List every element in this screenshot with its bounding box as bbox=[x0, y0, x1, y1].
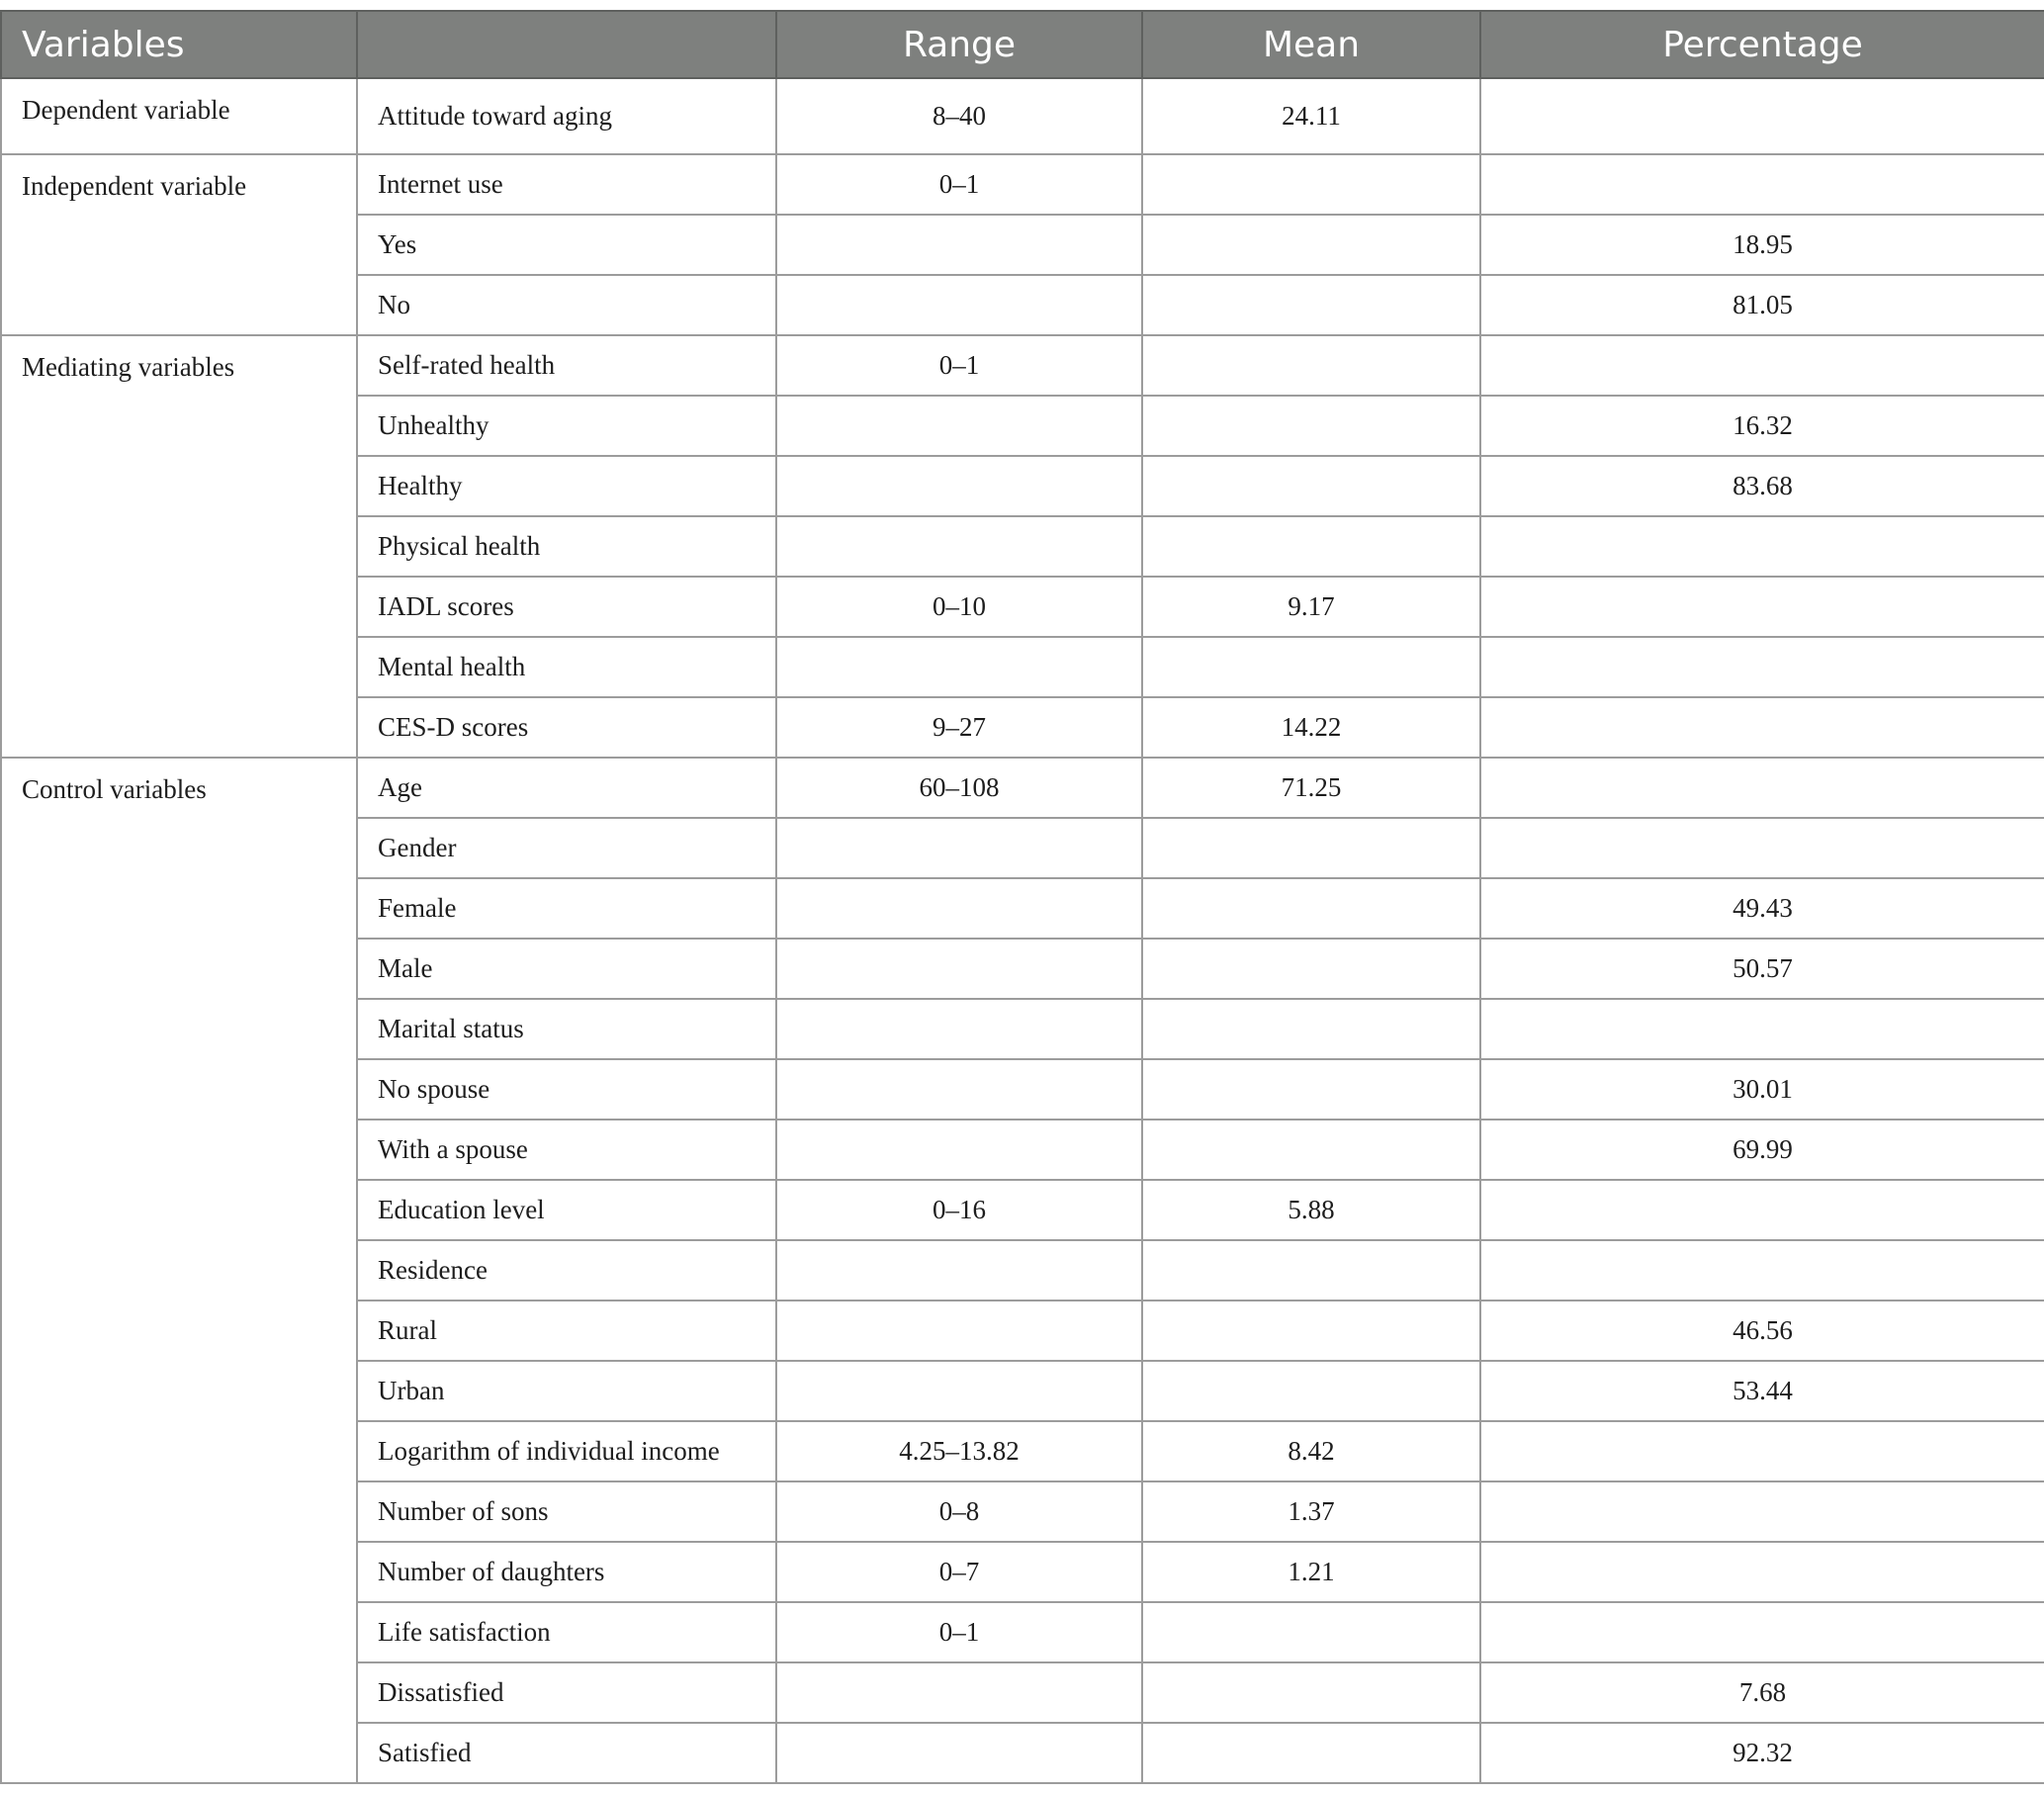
mean-cell bbox=[1142, 1120, 1480, 1180]
mean-cell: 1.37 bbox=[1142, 1481, 1480, 1542]
percentage-cell bbox=[1480, 1421, 2044, 1481]
category-cell: Control variables bbox=[1, 758, 357, 1783]
header-variables: Variables bbox=[1, 11, 357, 78]
percentage-cell bbox=[1480, 335, 2044, 396]
variable-cell: Unhealthy bbox=[357, 396, 776, 456]
range-cell: 0–1 bbox=[776, 1602, 1142, 1662]
percentage-cell: 83.68 bbox=[1480, 456, 2044, 516]
percentage-cell: 16.32 bbox=[1480, 396, 2044, 456]
range-cell bbox=[776, 456, 1142, 516]
table-row bbox=[1, 154, 2044, 215]
range-cell bbox=[776, 516, 1142, 577]
variable-cell: No bbox=[357, 275, 776, 335]
range-cell: 0–8 bbox=[776, 1481, 1142, 1542]
mean-cell bbox=[1142, 1602, 1480, 1662]
percentage-cell: 46.56 bbox=[1480, 1301, 2044, 1361]
range-cell: 4.25–13.82 bbox=[776, 1421, 1142, 1481]
mean-cell bbox=[1142, 335, 1480, 396]
mean-cell bbox=[1142, 154, 1480, 215]
percentage-cell bbox=[1480, 999, 2044, 1059]
variable-cell: Logarithm of individual income bbox=[357, 1421, 776, 1481]
percentage-cell bbox=[1480, 1602, 2044, 1662]
range-cell bbox=[776, 215, 1142, 275]
range-cell bbox=[776, 878, 1142, 939]
mean-cell bbox=[1142, 1240, 1480, 1301]
percentage-cell: 18.95 bbox=[1480, 215, 2044, 275]
percentage-cell: 7.68 bbox=[1480, 1662, 2044, 1723]
percentage-cell bbox=[1480, 516, 2044, 577]
range-cell bbox=[776, 1662, 1142, 1723]
variable-cell: With a spouse bbox=[357, 1120, 776, 1180]
percentage-cell bbox=[1480, 637, 2044, 697]
mean-cell: 9.17 bbox=[1142, 577, 1480, 637]
range-cell: 8–40 bbox=[776, 78, 1142, 154]
header-range: Range bbox=[776, 11, 1142, 78]
range-cell bbox=[776, 1059, 1142, 1120]
variable-cell: Urban bbox=[357, 1361, 776, 1421]
range-cell: 0–10 bbox=[776, 577, 1142, 637]
percentage-cell bbox=[1480, 577, 2044, 637]
range-cell: 9–27 bbox=[776, 697, 1142, 758]
variable-cell: CES-D scores bbox=[357, 697, 776, 758]
mean-cell bbox=[1142, 1059, 1480, 1120]
percentage-cell bbox=[1480, 1542, 2044, 1602]
mean-cell bbox=[1142, 275, 1480, 335]
range-cell bbox=[776, 1120, 1142, 1180]
percentage-cell: 69.99 bbox=[1480, 1120, 2044, 1180]
mean-cell bbox=[1142, 456, 1480, 516]
mean-cell: 24.11 bbox=[1142, 78, 1480, 154]
variable-cell: Internet use bbox=[357, 154, 776, 215]
mean-cell bbox=[1142, 215, 1480, 275]
variable-cell: Male bbox=[357, 939, 776, 999]
mean-cell bbox=[1142, 818, 1480, 878]
mean-cell bbox=[1142, 1662, 1480, 1723]
percentage-cell bbox=[1480, 1240, 2044, 1301]
range-cell bbox=[776, 818, 1142, 878]
variable-cell: Education level bbox=[357, 1180, 776, 1240]
mean-cell bbox=[1142, 939, 1480, 999]
variable-cell: Attitude toward aging bbox=[357, 78, 776, 154]
range-cell bbox=[776, 939, 1142, 999]
variable-cell: Yes bbox=[357, 215, 776, 275]
percentage-cell: 30.01 bbox=[1480, 1059, 2044, 1120]
variable-cell: Satisfied bbox=[357, 1723, 776, 1783]
mean-cell: 5.88 bbox=[1142, 1180, 1480, 1240]
variable-cell: Gender bbox=[357, 818, 776, 878]
percentage-cell bbox=[1480, 154, 2044, 215]
mean-cell bbox=[1142, 878, 1480, 939]
percentage-cell bbox=[1480, 1180, 2044, 1240]
range-cell bbox=[776, 396, 1142, 456]
variable-cell: Life satisfaction bbox=[357, 1602, 776, 1662]
category-cell: Mediating variables bbox=[1, 335, 357, 758]
percentage-cell: 92.32 bbox=[1480, 1723, 2044, 1783]
mean-cell: 71.25 bbox=[1142, 758, 1480, 818]
percentage-cell: 49.43 bbox=[1480, 878, 2044, 939]
range-cell: 0–7 bbox=[776, 1542, 1142, 1602]
variable-cell: Self-rated health bbox=[357, 335, 776, 396]
range-cell: 0–16 bbox=[776, 1180, 1142, 1240]
mean-cell bbox=[1142, 1723, 1480, 1783]
variable-cell: Number of sons bbox=[357, 1481, 776, 1542]
range-cell bbox=[776, 637, 1142, 697]
variable-cell: No spouse bbox=[357, 1059, 776, 1120]
mean-cell: 14.22 bbox=[1142, 697, 1480, 758]
percentage-cell bbox=[1480, 818, 2044, 878]
range-cell bbox=[776, 275, 1142, 335]
header-row bbox=[1, 11, 2044, 78]
header-percentage: Percentage bbox=[1480, 11, 2044, 78]
variable-cell: Rural bbox=[357, 1301, 776, 1361]
variable-cell: Healthy bbox=[357, 456, 776, 516]
header-variable-name bbox=[357, 11, 776, 78]
variable-cell: Mental health bbox=[357, 637, 776, 697]
mean-cell: 1.21 bbox=[1142, 1542, 1480, 1602]
percentage-cell bbox=[1480, 758, 2044, 818]
range-cell: 0–1 bbox=[776, 154, 1142, 215]
mean-cell bbox=[1142, 516, 1480, 577]
variable-cell: Residence bbox=[357, 1240, 776, 1301]
mean-cell bbox=[1142, 1301, 1480, 1361]
variable-cell: Age bbox=[357, 758, 776, 818]
variable-cell: Female bbox=[357, 878, 776, 939]
mean-cell bbox=[1142, 1361, 1480, 1421]
range-cell: 60–108 bbox=[776, 758, 1142, 818]
percentage-cell: 53.44 bbox=[1480, 1361, 2044, 1421]
table-row bbox=[1, 335, 2044, 396]
table-row bbox=[1, 758, 2044, 818]
percentage-cell bbox=[1480, 1481, 2044, 1542]
category-cell: Independent variable bbox=[1, 154, 357, 335]
variable-cell: Dissatisfied bbox=[357, 1662, 776, 1723]
percentage-cell: 50.57 bbox=[1480, 939, 2044, 999]
category-cell: Dependent variable bbox=[1, 78, 357, 154]
table-row bbox=[1, 78, 2044, 154]
variable-cell: Number of daughters bbox=[357, 1542, 776, 1602]
mean-cell bbox=[1142, 999, 1480, 1059]
range-cell bbox=[776, 1240, 1142, 1301]
mean-cell: 8.42 bbox=[1142, 1421, 1480, 1481]
variable-cell: Physical health bbox=[357, 516, 776, 577]
range-cell bbox=[776, 1301, 1142, 1361]
range-cell bbox=[776, 999, 1142, 1059]
percentage-cell: 81.05 bbox=[1480, 275, 2044, 335]
mean-cell bbox=[1142, 637, 1480, 697]
range-cell bbox=[776, 1723, 1142, 1783]
variable-cell: IADL scores bbox=[357, 577, 776, 637]
header-mean: Mean bbox=[1142, 11, 1480, 78]
percentage-cell bbox=[1480, 697, 2044, 758]
variable-cell: Marital status bbox=[357, 999, 776, 1059]
table-body bbox=[1, 78, 2044, 1783]
range-cell bbox=[776, 1361, 1142, 1421]
range-cell: 0–1 bbox=[776, 335, 1142, 396]
mean-cell bbox=[1142, 396, 1480, 456]
percentage-cell bbox=[1480, 78, 2044, 154]
descriptive-statistics-table bbox=[0, 10, 2044, 1784]
